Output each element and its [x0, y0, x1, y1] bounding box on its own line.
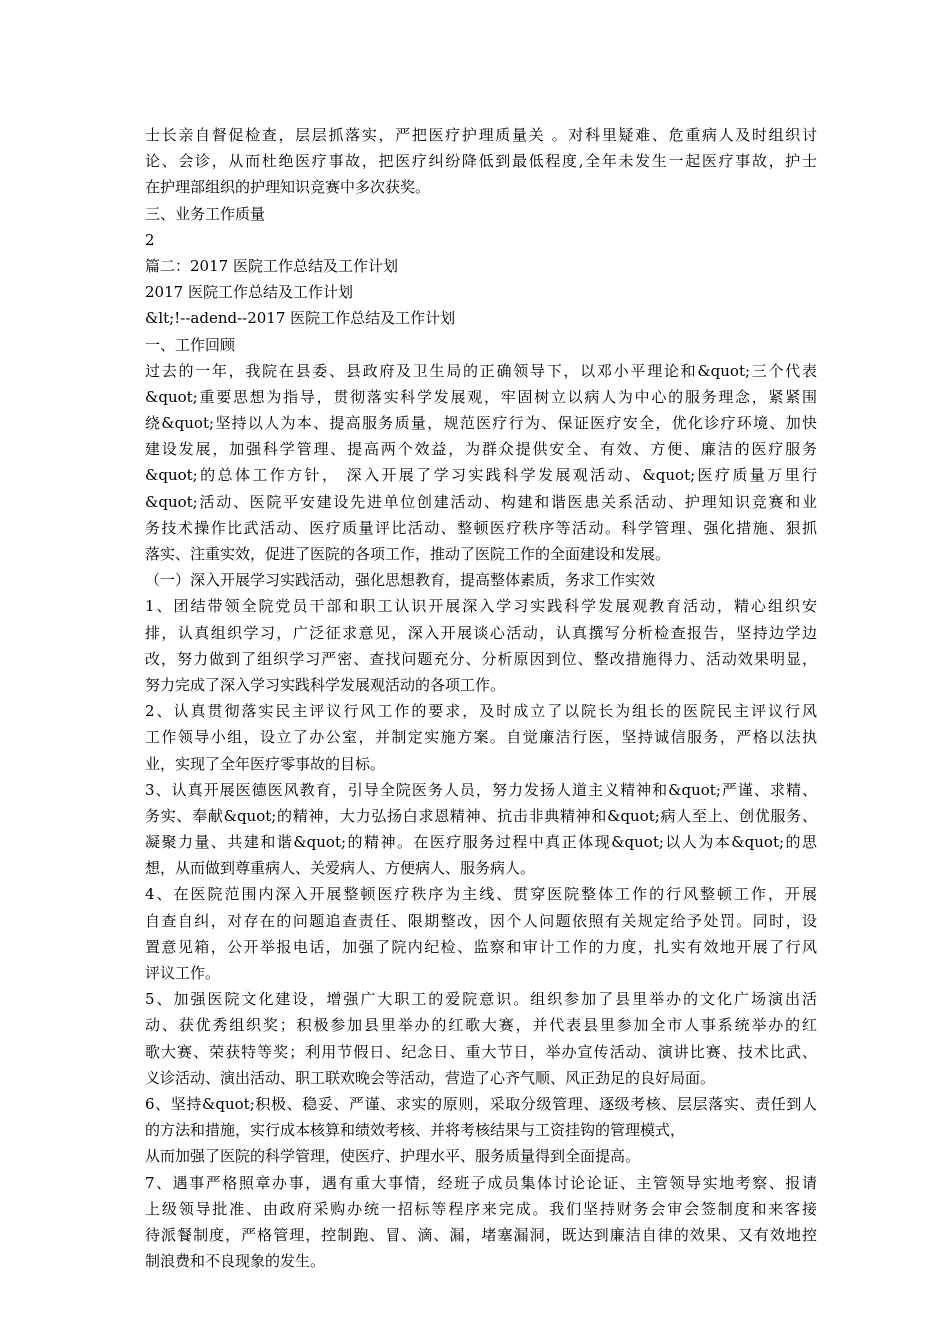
- text-line: 凝聚力量、共建和谐&quot;的精神。在医疗服务过程中真正体现&quot;以人为本&quot;的思: [145, 833, 817, 852]
- text-line: 2: [145, 230, 155, 249]
- text-line: 务技术操作比武活动、医疗质量评比活动、整顿医疗秩序等活动。科学管理、强化措施、狠抓: [145, 518, 817, 537]
- text-line: 篇二：2017 医院工作总结及工作计划: [145, 256, 398, 275]
- text-line: 建设发展，加强科学管理、提高两个效益，为群众提供安全、有效、方便、廉洁的医疗服务: [145, 440, 817, 459]
- text-line: 业，实现了全年医疗零事故的目标。: [145, 754, 386, 773]
- text-line: 上级领导批准、由政府采购办统一招标等程序来完成。我们坚持财务会审会签制度和来客接: [145, 1199, 817, 1218]
- text-line: 绕&quot;坚持以人为本、提高服务质量，规范医疗行为、保证医疗安全，优化诊疗环境、加快: [145, 414, 817, 433]
- text-line: 1、团结带领全院党员干部和职工认识开展深入学习实践科学发展观教育活动，精心组织安: [145, 597, 817, 616]
- text-line: 想，从而做到尊重病人、关爱病人、方便病人、服务病人。: [145, 859, 536, 878]
- text-line: &quot;的总体工作方针， 深入开展了学习实践科学发展观活动、&quot;医疗质量万里行: [145, 466, 817, 485]
- text-line: 三、业务工作质量: [145, 204, 266, 223]
- text-line: 工作领导小组，设立了办公室，并制定实施方案。自觉廉洁行医，坚持诚信服务，严格以法执: [145, 728, 817, 747]
- text-line: 论、会诊，从而杜绝医疗事故，把医疗纠纷降低到最低程度,全年未发生一起医疗事故，护士: [145, 152, 817, 171]
- text-line: 过去的一年，我院在县委、县政府及卫生局的正确领导下，以邓小平理论和&quot;三个代表: [145, 361, 817, 380]
- text-line: &lt;!--adend--2017 医院工作总结及工作计划: [145, 309, 456, 328]
- text-line: &quot;活动、医院平安建设先进单位创建活动、构建和谐医患关系活动、护理知识竞赛和业: [145, 492, 817, 511]
- text-line: 2017 医院工作总结及工作计划: [145, 283, 353, 302]
- text-line: 5、加强医院文化建设，增强广大职工的爱院意识。组织参加了县里举办的文化广场演出活: [145, 990, 817, 1009]
- text-line: 评议工作。: [145, 964, 221, 982]
- text-line: 落实、注重实效，促进了医院的各项工作，推动了医院工作的全面建设和发展。: [145, 545, 671, 563]
- text-line: 从而加强了医院的科学管理，使医疗、护理水平、服务质量得到全面提高。: [145, 1147, 641, 1166]
- text-line: 一、工作回顾: [145, 335, 236, 354]
- text-line: 6、坚持&quot;积极、稳妥、严谨、求实的原则，采取分级管理、逐级考核、层层落实、责任到人: [145, 1094, 817, 1113]
- text-line: （一）深入开展学习实践活动，强化思想教育，提高整体素质，务求工作实效: [145, 571, 656, 590]
- text-line: 7、遇事严格照章办事，遇有重大事情，经班子成员集体讨论论证、主管领导实地考察、报请: [145, 1173, 817, 1192]
- text-line: 2、认真贯彻落实民主评议行风工作的要求，及时成立了以院长为组长的医院民主评议行风: [145, 702, 817, 721]
- text-line: 在护理部组织的护理知识竞赛中多次获奖。: [145, 178, 431, 197]
- text-line: 排，认真组织学习，广泛征求意见，深入开展谈心活动，认真撰写分析检查报告，坚持边学边: [145, 623, 817, 642]
- text-line: 自查自纠，对存在的问题追查责任、限期整改，因个人问题依照有关规定给予处罚。同时，设: [145, 911, 817, 930]
- text-line: 歌大赛、荣获特等奖；利用节假日、纪念日、重大节日，举办宣传活动、演讲比赛、技术比武、: [145, 1042, 817, 1061]
- text-line: 置意见箱，公开举报电话，加强了院内纪检、监察和审计工作的力度，扎实有效地开展了行风: [145, 937, 817, 956]
- text-line: 务实、奉献&quot;的精神，大力弘扬白求恩精神、抗击非典精神和&quot;病人至上、创优服务、: [145, 806, 817, 825]
- text-line: 义诊活动、演出活动、职工联欢晚会等活动，营造了心齐气顺、风正劲足的良好局面。: [145, 1068, 716, 1087]
- text-line: 士长亲自督促检查，层层抓落实，严把医疗护理质量关 。对科里疑难、危重病人及时组织讨: [145, 126, 817, 144]
- document-page: [145, 122, 817, 1274]
- text-line: 动、获优秀组织奖；积极参加县里举办的红歌大赛，并代表县里参加全市人事系统举办的红: [145, 1016, 817, 1035]
- text-line: 改，努力做到了组织学习严密、查找问题充分、分析原因到位、整改措施得力、活动效果明显，: [145, 649, 817, 668]
- text-line: 待派餐制度，严格管理，控制跑、冒、滴、漏，堵塞漏洞，既达到廉洁自律的效果、又有效地控: [145, 1225, 817, 1244]
- text-line: 的方法和措施，实行成本核算和绩效考核、并将考核结果与工资挂钩的管理模式，: [145, 1121, 686, 1140]
- text-line: 努力完成了深入学习实践科学发展观活动的各项工作。: [145, 675, 506, 694]
- text-line: 4、在医院范围内深入开展整顿医疗秩序为主线、贯穿医院整体工作的行风整顿工作，开展: [145, 885, 817, 904]
- text-line: 制浪费和不良现象的发生。: [145, 1252, 326, 1271]
- text-line: &quot;重要思想为指导，贯彻落实科学发展观，牢固树立以病人为中心的服务理念，紧紧围: [145, 387, 817, 406]
- text-line: 3、认真开展医德医风教育，引导全院医务人员，努力发扬人道主义精神和&quot;严谨、求精、: [145, 780, 817, 799]
